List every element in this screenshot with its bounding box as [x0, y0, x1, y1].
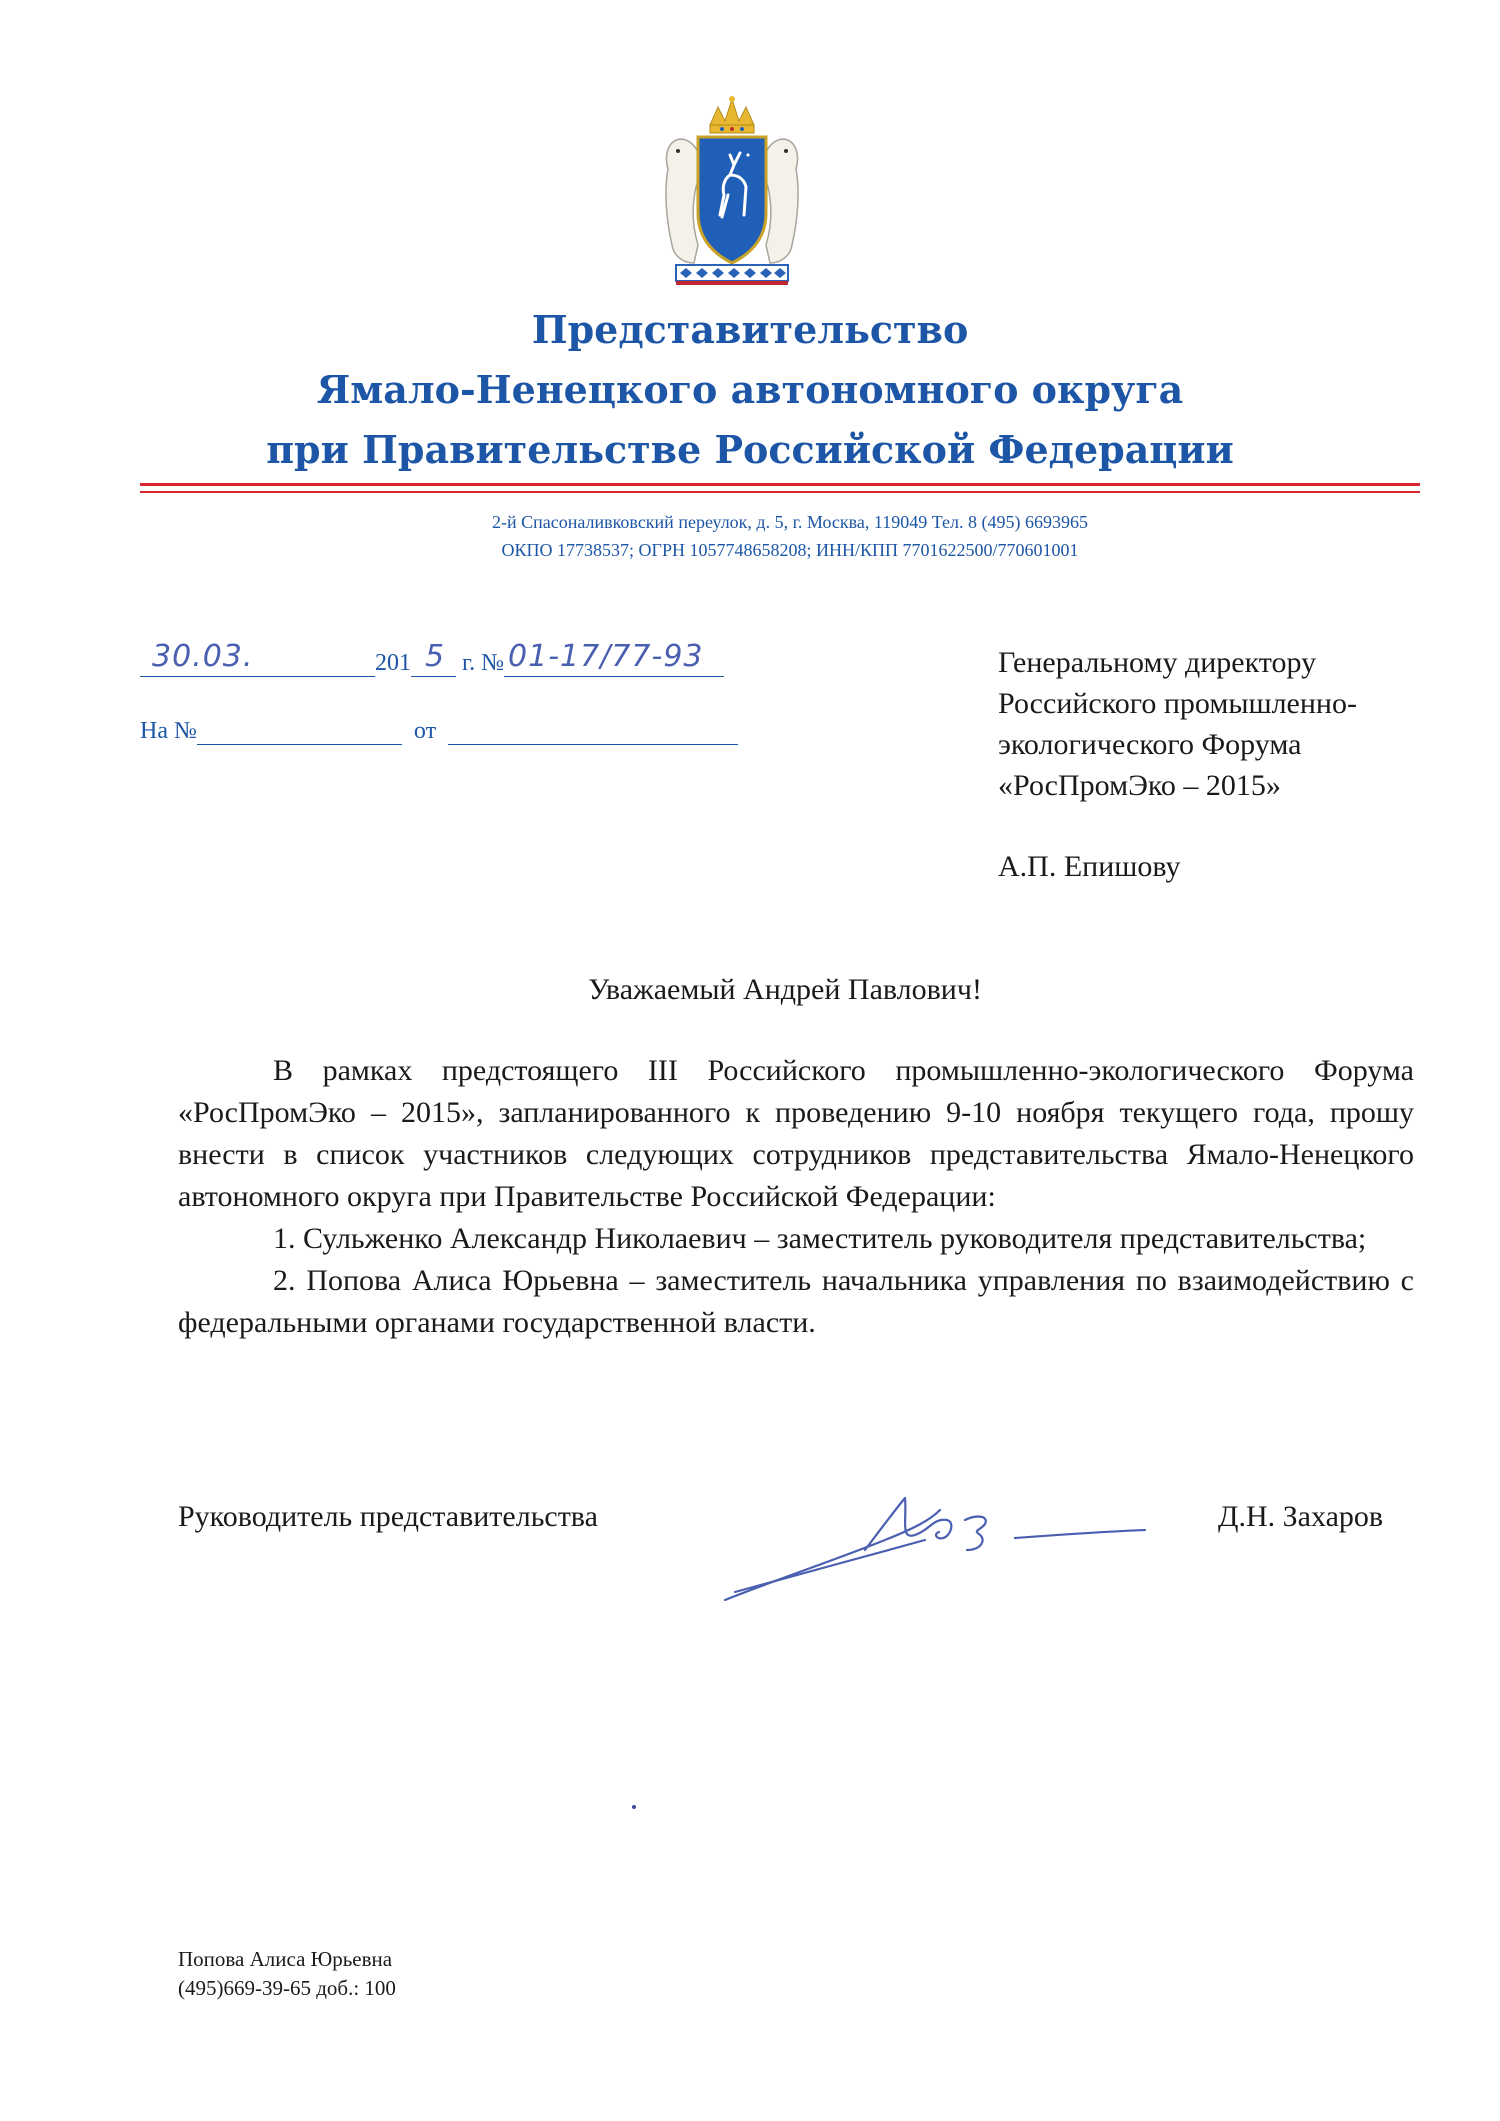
addressee-line-4: «РосПромЭко – 2015» — [998, 769, 1281, 802]
incoming-reference — [140, 718, 738, 745]
addressee-block — [998, 642, 1357, 806]
header-divider-top — [140, 483, 1420, 486]
salutation: Уважаемый Андрей Павлович! — [588, 973, 982, 1006]
signatory-name: Д.Н. Захаров — [1218, 1500, 1384, 1533]
crown-icon — [710, 96, 754, 133]
letter-body — [178, 1050, 1414, 1344]
org-title-line-1: Представительство — [531, 307, 969, 352]
ref-label: На № — [140, 718, 197, 744]
executor-block — [178, 1945, 396, 2003]
addressee-line-1: Генеральному директору — [998, 646, 1317, 679]
registration-codes: ОКПО 17738537; ОГРН 1057748658208; ИНН/КПП 7701622500/770601001 — [501, 540, 1079, 560]
address-line: 2-й Спасоналивковский переулок, д. 5, г. Москва, 119049 Тел. 8 (495) 6693965 — [491, 512, 1089, 532]
handwritten-date: 30.03. — [152, 639, 254, 674]
ref-date-field — [448, 718, 738, 745]
year-prefix: 201 — [375, 650, 411, 676]
outgoing-registration — [140, 639, 724, 677]
handwritten-year: 5 — [425, 639, 446, 674]
date-field — [140, 639, 375, 677]
handwritten-signature — [715, 1480, 1155, 1610]
addressee-line-2: Российского промышленно- — [998, 687, 1357, 720]
signatory-role: Руководитель представительства — [178, 1500, 598, 1533]
coat-of-arms-emblem — [658, 95, 806, 295]
addressee-line-3: экологического Форума — [998, 728, 1302, 761]
organization-title — [0, 300, 1500, 480]
list-item: 2. Попова Алиса Юрьевна – заместитель начальника управления по взаимодействию с федеральными органами государственной власти. — [178, 1264, 1414, 1339]
list-item: 1. Сульженко Александр Николаевич – заместитель руководителя представительства; — [273, 1222, 1367, 1255]
contact-details — [0, 508, 1500, 564]
org-title-line-2: Ямало-Ненецкого автономного округа — [316, 367, 1184, 412]
ornament-base-icon — [676, 265, 788, 285]
year-field — [411, 639, 456, 677]
ink-dot — [632, 1805, 636, 1809]
from-label: от — [413, 718, 437, 744]
handwritten-number: 01-17/77-93 — [508, 639, 704, 674]
addressee-name: А.П. Епишову — [998, 850, 1181, 883]
executor-phone: (495)669-39-65 доб.: 100 — [178, 1976, 396, 2000]
header-divider-bottom — [140, 491, 1420, 493]
number-field — [504, 639, 724, 677]
ref-number-field — [197, 718, 402, 745]
executor-name: Попова Алиса Юрьевна — [178, 1947, 393, 1971]
number-label: № — [481, 650, 505, 676]
year-suffix: г. — [462, 650, 476, 676]
shield-icon — [698, 137, 766, 263]
org-title-line-3: при Правительстве Российской Федерации — [266, 427, 1234, 472]
body-paragraph: В рамках предстоящего III Российского промышленно-экологического Форума «РосПромЭко – 2015», запланированного к проведению 9-10 ноября текущего года, прошу внести в список участников следующих сотрудников представительства Ямало-Ненецкого автономного округа при Правительстве Российской Федерации: — [178, 1054, 1414, 1213]
